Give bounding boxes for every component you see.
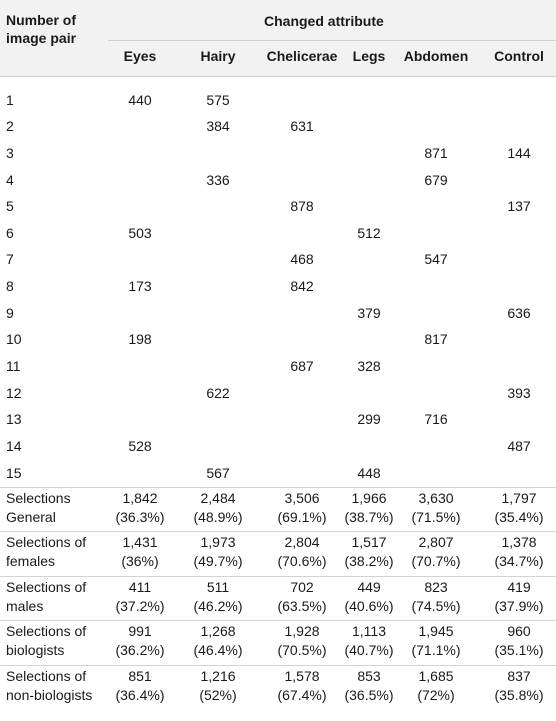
header-bottom-rule <box>0 76 556 77</box>
row-label: 9 <box>6 305 14 321</box>
summary-count: 1,378 <box>501 534 537 550</box>
group-header: Changed attribute <box>264 13 384 29</box>
summary-count: 2,484 <box>200 490 236 506</box>
summary-count: 1,966 <box>351 490 387 506</box>
table-cell: 299 <box>357 411 381 427</box>
table-cell: 440 <box>128 92 152 108</box>
summary-percent: (46.4%) <box>193 642 243 658</box>
row-label: 2 <box>6 118 14 134</box>
row-label-header-line2: image pair <box>6 30 77 46</box>
table-cell: 487 <box>507 438 531 454</box>
summary-count: 2,804 <box>284 534 320 550</box>
summary-percent: (74.5%) <box>411 598 461 614</box>
summary-count: 1,842 <box>122 490 158 506</box>
summary-percent: (36.5%) <box>344 687 394 703</box>
table-cell: 448 <box>357 465 381 481</box>
table-cell: 393 <box>507 385 531 401</box>
column-header-control: Control <box>494 48 544 64</box>
summary-percent: (36.3%) <box>115 509 165 525</box>
table-cell: 567 <box>206 465 230 481</box>
summary-count: 1,973 <box>200 534 236 550</box>
summary-percent: (38.7%) <box>344 509 394 525</box>
table-cell: 512 <box>357 225 381 241</box>
summary-row-label: Selections of <box>6 534 87 550</box>
header-divider <box>108 40 556 41</box>
summary-percent: (71.1%) <box>411 642 461 658</box>
summary-row-label: Selections of <box>6 623 87 639</box>
summary-count: 851 <box>128 668 152 684</box>
table-cell: 503 <box>128 225 152 241</box>
table-cell: 575 <box>206 92 230 108</box>
summary-percent: (48.9%) <box>193 509 243 525</box>
table-cell: 687 <box>290 358 314 374</box>
summary-percent: (46.2%) <box>193 598 243 614</box>
table-cell: 528 <box>128 438 152 454</box>
summary-percent: (35.4%) <box>494 509 544 525</box>
summary-percent: (34.7%) <box>494 553 544 569</box>
table-cell: 871 <box>424 145 448 161</box>
table-cell: 173 <box>128 278 152 294</box>
summary-percent: (69.1%) <box>277 509 327 525</box>
summary-count: 3,630 <box>418 490 454 506</box>
summary-row-label: Selections <box>6 490 71 506</box>
table-cell: 878 <box>290 198 314 214</box>
summary-percent: (36.2%) <box>115 642 165 658</box>
table-cell: 379 <box>357 305 381 321</box>
summary-count: 411 <box>128 579 152 595</box>
table-cell: 468 <box>290 251 314 267</box>
row-label: 5 <box>6 198 14 214</box>
column-header-hairy: Hairy <box>200 48 236 64</box>
summary-row-label: biologists <box>6 642 65 658</box>
summary-count: 823 <box>424 579 448 595</box>
summary-percent: (63.5%) <box>277 598 327 614</box>
summary-percent: (67.4%) <box>277 687 327 703</box>
table-cell: 842 <box>290 278 314 294</box>
table-cell: 384 <box>206 118 230 134</box>
summary-count: 1,945 <box>418 623 454 639</box>
table-cell: 144 <box>507 145 531 161</box>
table-cell: 328 <box>357 358 381 374</box>
summary-count: 2,807 <box>418 534 454 550</box>
column-header-legs: Legs <box>352 48 386 64</box>
column-header-abdomen: Abdomen <box>403 48 469 64</box>
summary-count: 449 <box>357 579 381 595</box>
summary-percent: (40.7%) <box>344 642 394 658</box>
row-label: 13 <box>6 411 22 427</box>
table-cell: 622 <box>206 385 230 401</box>
summary-percent: (36.4%) <box>115 687 165 703</box>
row-separator <box>0 487 556 488</box>
row-label: 6 <box>6 225 14 241</box>
summary-percent: (37.9%) <box>494 598 544 614</box>
row-label: 12 <box>6 385 22 401</box>
summary-count: 1,578 <box>284 668 320 684</box>
summary-row-label: non-biologists <box>6 687 93 703</box>
summary-count: 419 <box>507 579 531 595</box>
summary-percent: (37.2%) <box>115 598 165 614</box>
row-separator <box>0 576 556 577</box>
table-cell: 547 <box>424 251 448 267</box>
row-label: 4 <box>6 172 14 188</box>
row-label: 11 <box>6 358 21 374</box>
summary-count: 1,928 <box>284 623 320 639</box>
column-header-eyes: Eyes <box>123 48 157 64</box>
summary-row-label: females <box>6 553 56 569</box>
row-label: 15 <box>6 465 22 481</box>
summary-row-label: General <box>6 509 56 525</box>
row-label: 7 <box>6 251 14 267</box>
row-separator <box>0 531 556 532</box>
summary-percent: (35.8%) <box>494 687 544 703</box>
summary-count: 1,431 <box>122 534 158 550</box>
summary-percent: (72%) <box>417 687 455 703</box>
summary-count: 1,685 <box>418 668 454 684</box>
summary-percent: (71.5%) <box>411 509 461 525</box>
table-cell: 336 <box>206 172 230 188</box>
table-cell: 636 <box>507 305 531 321</box>
summary-percent: (36%) <box>121 553 159 569</box>
summary-count: 1,268 <box>200 623 236 639</box>
summary-row-label: Selections of <box>6 668 87 684</box>
row-label: 14 <box>6 438 22 454</box>
summary-percent: (38.2%) <box>344 553 394 569</box>
summary-count: 1,797 <box>501 490 537 506</box>
row-label: 3 <box>6 145 14 161</box>
summary-percent: (70.7%) <box>411 553 461 569</box>
table-cell: 137 <box>507 198 531 214</box>
summary-count: 702 <box>290 579 314 595</box>
row-separator <box>0 665 556 666</box>
table-cell: 679 <box>424 172 448 188</box>
summary-count: 1,517 <box>351 534 387 550</box>
summary-percent: (35.1%) <box>494 642 544 658</box>
row-label: 1 <box>6 92 14 108</box>
summary-count: 1,216 <box>200 668 236 684</box>
summary-percent: (49.7%) <box>193 553 243 569</box>
summary-percent: (70.5%) <box>277 642 327 658</box>
table-cell: 631 <box>290 118 314 134</box>
summary-percent: (40.6%) <box>344 598 394 614</box>
summary-count: 991 <box>128 623 152 639</box>
table-cell: 817 <box>424 331 448 347</box>
column-header-chelicerae: Chelicerae <box>266 48 338 64</box>
summary-count: 837 <box>507 668 531 684</box>
row-label: 8 <box>6 278 14 294</box>
summary-row-label: Selections of <box>6 579 87 595</box>
summary-count: 960 <box>507 623 531 639</box>
summary-percent: (52%) <box>199 687 237 703</box>
row-label-header-line1: Number of <box>6 12 76 28</box>
summary-row-label: males <box>6 598 44 614</box>
row-label: 10 <box>6 331 22 347</box>
summary-percent: (70.6%) <box>277 553 327 569</box>
summary-count: 3,506 <box>284 490 320 506</box>
row-separator <box>0 620 556 621</box>
table-cell: 716 <box>424 411 448 427</box>
summary-count: 1,113 <box>352 623 386 639</box>
summary-count: 511 <box>206 579 230 595</box>
summary-count: 853 <box>357 668 381 684</box>
table-cell: 198 <box>128 331 152 347</box>
